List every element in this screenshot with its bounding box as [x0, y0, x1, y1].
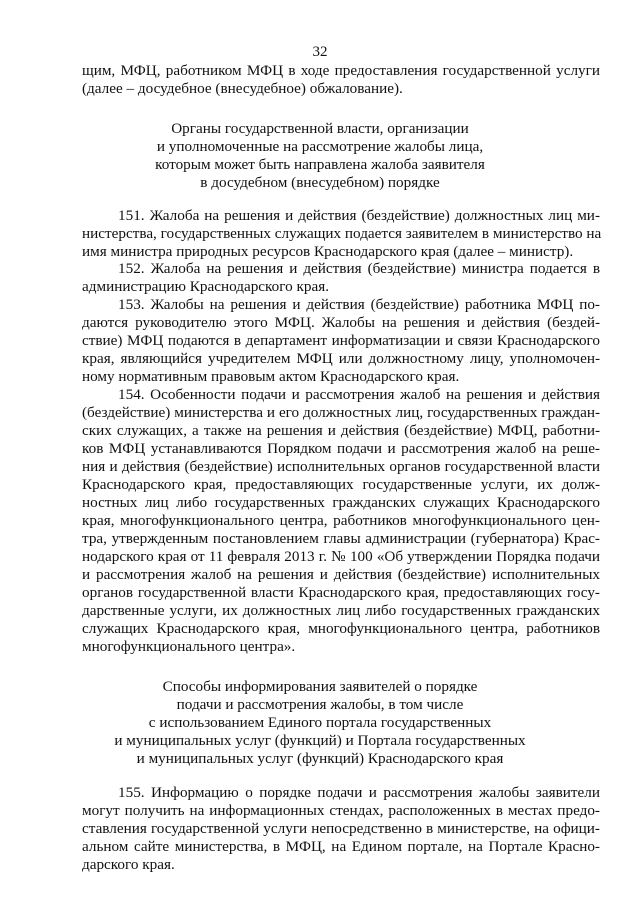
text-line: дарственные услуги, их должностных лиц либо государственных гражданских: [82, 602, 600, 619]
text-line: даются руководителю этого МФЦ. Жалобы на решения и действия (бездей-: [82, 314, 600, 331]
paragraph-152: 152. Жалоба на решения и действия (бездействие) министра подается в: [118, 260, 600, 277]
text-line: служащих Краснодарского края, многофункционального центра, работников: [82, 620, 600, 637]
text-line: ставления государственной услуги непосредственно в министерстве, на офици-: [82, 820, 600, 837]
text-line: ствие) МФЦ подаются в департамент информатизации и связи Краснодарского: [82, 332, 600, 349]
text-line: Краснодарского края, предоставляющих государственные услуги, их долж-: [82, 476, 600, 493]
text-line: (бездействие) министерства и его должностных лиц, государственных граждан-: [82, 404, 600, 421]
text-line: органов государственной власти Краснодарского края, предоставляющих госу-: [82, 584, 600, 601]
text-line: могут получить на информационных стендах, расположенных в местах предо-: [82, 802, 600, 819]
text-line: ному нормативным правовым актом Краснодарского края.: [82, 368, 460, 385]
text-line: имя министра природных ресурсов Краснодарского края (далее – министр).: [82, 243, 574, 260]
text-line: края, являющийся учредителем МФЦ или должностному лицу, уполномочен-: [82, 350, 600, 367]
text-line: администрацию Краснодарского края.: [82, 278, 329, 295]
text-line: (далее – досудебное (внесудебное) обжалование).: [82, 80, 403, 97]
paragraph-155: 155. Информацию о порядке подачи и рассмотрения жалобы заявители: [118, 784, 600, 801]
text-line: ских служащих, а также на решения и действия (бездействие) МФЦ, работни-: [82, 422, 600, 439]
section-heading-line: в досудебном (внесудебном) порядке: [200, 174, 440, 191]
text-line: нистерства, государственных служащих подается заявителем в министерство на: [82, 225, 602, 242]
section-heading-line: и муниципальных услуг (функций) и Портала государственных: [114, 732, 526, 749]
text-line: края, многофункционального центра, работников многофункционального цен-: [82, 512, 600, 529]
section-heading-line: подачи и рассмотрения жалобы, в том числе: [176, 696, 464, 713]
section-heading-line: и уполномоченные на рассмотрение жалобы лица,: [156, 138, 484, 155]
paragraph-151: 151. Жалоба на решения и действия (бездействие) должностных лиц ми-: [118, 207, 600, 224]
text-line: ностных лиц либо государственных гражданских служащих Краснодарского: [82, 494, 600, 511]
section-heading-line: Способы информирования заявителей о порядке: [162, 678, 478, 695]
text-line: ния и действия (бездействие) исполнительных органов государственной власти: [82, 458, 600, 475]
text-line: альном сайте министерства, в МФЦ, на Едином портале, на Портале Красно-: [82, 838, 600, 855]
section-heading-line: с использованием Единого портала государственных: [148, 714, 492, 731]
text-line: нодарского края от 11 февраля 2013 г. № 100 «Об утверждении Порядка подачи: [82, 548, 600, 565]
text-line: тра, утвержденным постановлением главы администрации (губернатора) Крас-: [82, 530, 600, 547]
text-line: дарского края.: [82, 856, 175, 873]
paragraph-153: 153. Жалобы на решения и действия (бездействие) работника МФЦ по-: [118, 296, 600, 313]
text-line: ков МФЦ устанавливаются Порядком подачи и рассмотрения жалоб на реше-: [82, 440, 600, 457]
section-heading-line: и муниципальных услуг (функций) Краснодарского края: [136, 750, 504, 767]
section-heading-line: которым может быть направлена жалоба заявителя: [155, 156, 485, 173]
text-line: многофункционального центра».: [82, 638, 296, 655]
section-heading-line: Органы государственной власти, организации: [171, 120, 469, 137]
text-line: щим, МФЦ, работником МФЦ в ходе предоставления государственной услуги: [82, 62, 600, 79]
text-line: и рассмотрения жалоб на решения и действия (бездействие) исполнительных: [82, 566, 600, 583]
paragraph-154: 154. Особенности подачи и рассмотрения жалоб на решения и действия: [118, 386, 600, 403]
page-number: 32: [312, 44, 328, 60]
